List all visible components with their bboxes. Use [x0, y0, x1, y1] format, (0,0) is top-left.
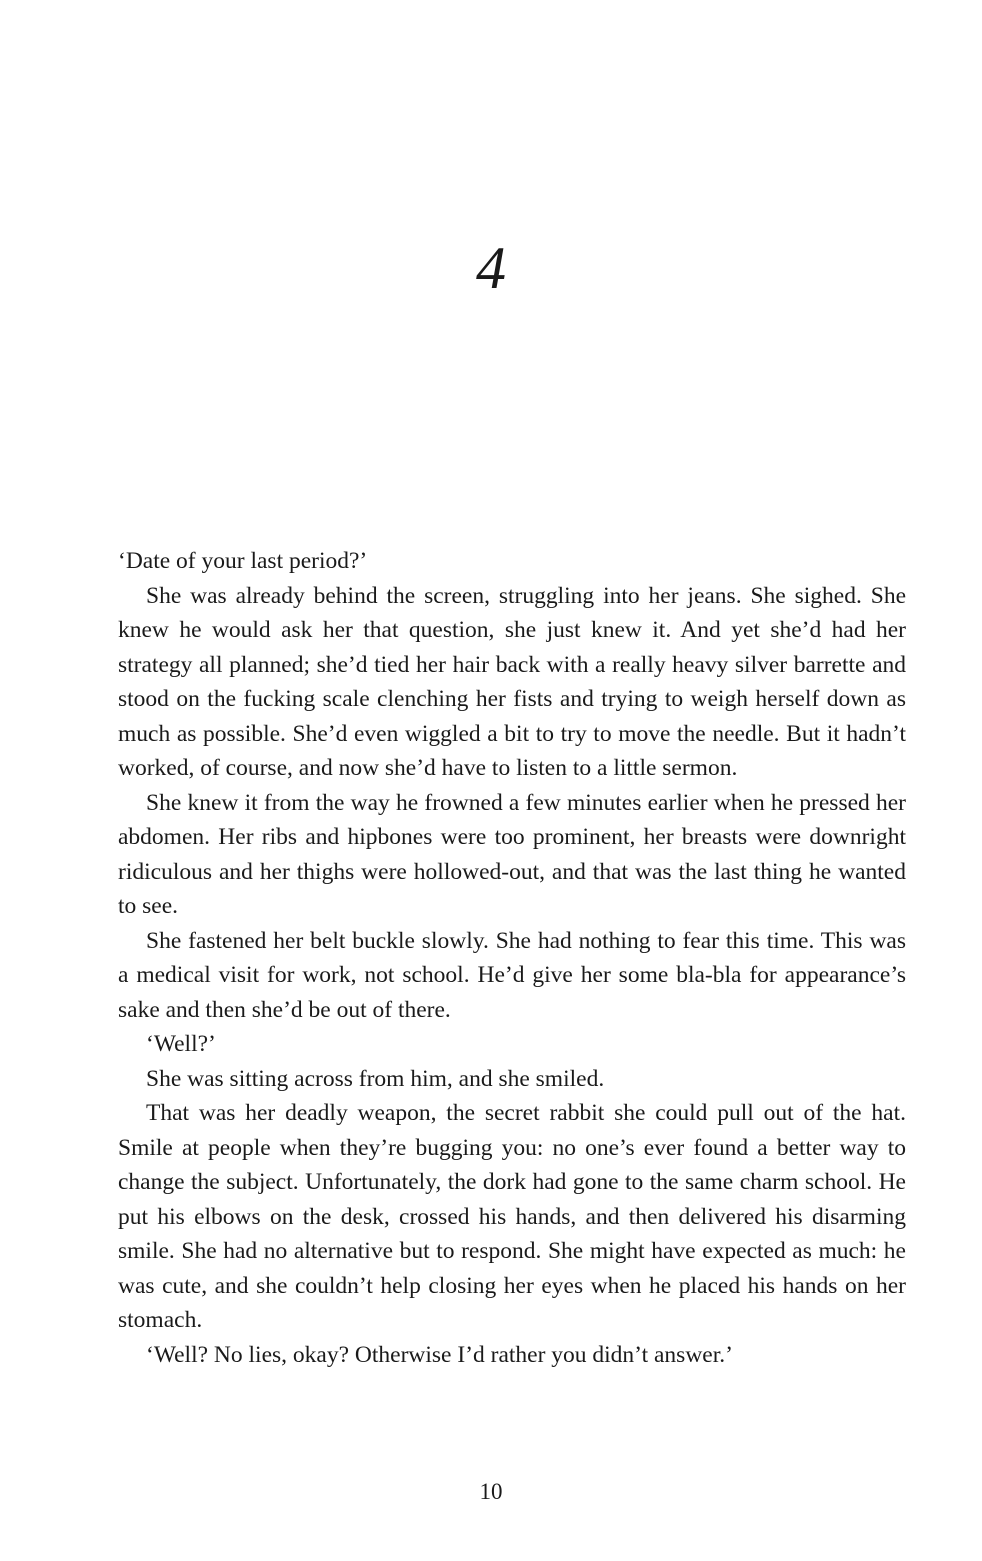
chapter-body	[118, 544, 906, 1372]
paragraph-7: That was her deadly weapon, the secret rabbit she could pull out of the hat. Smile at people when they’re bugging you: no one’s ever found a better way to change the subject. Unfortunately, the dork had gone to the same charm school. He put his elbows on the desk, crossed his hands, and then delivered his disarming smile. She had no alternative but to respond. She might have expected as much: he was cute, and she couldn’t help closing her eyes when he placed his hands on her stomach.	[118, 1100, 906, 1333]
paragraph-4: She fastened her belt buckle slowly. She had nothing to fear this time. This was a medical visit for work, not school. He’d give her some bla-bla for appearance’s sake and then she’d be out of there.	[118, 927, 906, 1023]
page-number: 10	[479, 1479, 503, 1504]
paragraph-5: ‘Well?’	[146, 1031, 216, 1057]
paragraph-3: She knew it from the way he frowned a few minutes earlier when he pressed her abdomen. Her ribs and hipbones were too prominent, her breasts were downright ridiculous and her thighs were hollowed-out, and that was the last thing he wanted to see.	[118, 789, 906, 919]
paragraph-2: She was already behind the screen, struggling into her jeans. She sighed. She knew he would ask her that question, she just knew it. And yet she’d had her strategy all planned; she’d tied her hair back with a really heavy silver barrette and stood on the fucking scale clenching her fists and trying to weigh herself down as much as possible. She’d even wiggled a bit to try to move the needle. But it hadn’t worked, of course, and now she’d have to listen to a little sermon.	[118, 582, 906, 781]
paragraph-8: ‘Well? No lies, okay? Otherwise I’d rather you didn’t answer.’	[146, 1341, 733, 1368]
paragraph-6: She was sitting across from him, and she smiled.	[146, 1065, 605, 1092]
paragraph-1: ‘Date of your last period?’	[118, 548, 368, 574]
chapter-number: 4	[476, 235, 506, 301]
